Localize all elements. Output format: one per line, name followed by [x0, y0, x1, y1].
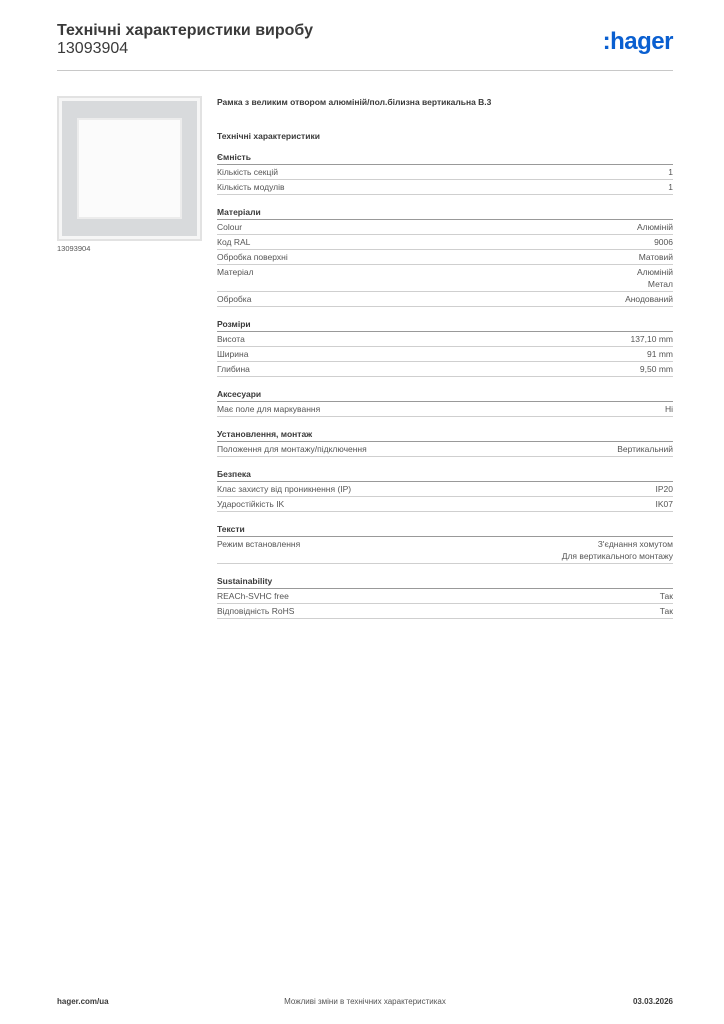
- specs-heading: Технічні характеристики: [217, 131, 320, 141]
- spec-label: Глибина: [217, 364, 250, 374]
- spec-value-line: Алюміній: [637, 222, 673, 232]
- spec-value-line: Так: [659, 606, 673, 616]
- footer-note: Можливі зміни в технічних характеристиках: [284, 997, 446, 1006]
- spec-value: [617, 443, 673, 455]
- spec-section: [217, 524, 673, 564]
- footer-website: hager.com/ua: [57, 997, 109, 1006]
- product-image: [57, 96, 202, 241]
- spec-value-line: 1: [668, 182, 673, 192]
- spec-value-line: 1: [668, 167, 673, 177]
- spec-row: [217, 165, 673, 180]
- hager-logo: :hager: [602, 28, 673, 55]
- spec-row: [217, 482, 673, 497]
- spec-label: REACh-SVHC free: [217, 591, 289, 601]
- spec-label: Код RAL: [217, 237, 251, 247]
- spec-value: [562, 538, 673, 562]
- footer-date: 03.03.2026: [632, 997, 673, 1006]
- spec-row: [217, 332, 673, 347]
- spec-section: [217, 429, 673, 457]
- spec-value-line: Для вертикального монтажу: [561, 551, 673, 561]
- spec-value: [640, 363, 673, 375]
- spec-section: [217, 469, 673, 512]
- spec-value: [647, 348, 673, 360]
- frame-outer: [59, 98, 200, 239]
- spec-row: [217, 265, 673, 292]
- spec-label: Матеріал: [217, 267, 254, 277]
- spec-value-line: Так: [659, 591, 673, 601]
- spec-section: [217, 389, 673, 417]
- spec-value-line: Ні: [664, 404, 673, 414]
- spec-value: [656, 483, 674, 495]
- spec-label: Положення для монтажу/підключення: [217, 444, 367, 454]
- spec-label: Режим встановлення: [217, 539, 301, 549]
- spec-row: [217, 362, 673, 377]
- page-footer: [57, 997, 673, 1011]
- spec-row: [217, 604, 673, 619]
- spec-value-line: З'єднання хомутом: [597, 539, 673, 549]
- spec-row: [217, 589, 673, 604]
- section-title: Тексти: [217, 524, 673, 537]
- spec-value: [668, 166, 673, 178]
- spec-value-line: 137,10 mm: [630, 334, 673, 344]
- spec-row: [217, 402, 673, 417]
- section-title: Безпека: [217, 469, 673, 482]
- spec-value-line: Алюміній: [637, 267, 673, 277]
- header-divider: [57, 70, 673, 71]
- frame-plate: [62, 101, 197, 236]
- section-title: Аксесуари: [217, 389, 673, 402]
- frame-opening: [77, 118, 182, 219]
- product-name: Рамка з великим отвором алюміній/пол.білизна вертикальна В.3: [217, 97, 492, 107]
- spec-row: [217, 250, 673, 265]
- spec-value: [668, 181, 673, 193]
- spec-label: Ударостійкість IK: [217, 499, 285, 509]
- spec-value-line: IP20: [655, 484, 673, 494]
- spec-content: [217, 96, 673, 631]
- spec-label: Кількість секцій: [217, 167, 278, 177]
- spec-row: [217, 180, 673, 195]
- spec-label: Ширина: [217, 349, 249, 359]
- spec-value: [637, 221, 673, 233]
- spec-value: [656, 498, 674, 510]
- spec-label: Кількість модулів: [217, 182, 285, 192]
- spec-label: Colour: [217, 222, 243, 232]
- spec-section: [217, 576, 673, 619]
- spec-row: [217, 235, 673, 250]
- spec-value: [660, 605, 673, 617]
- spec-row: [217, 537, 673, 564]
- image-caption: 13093904: [57, 244, 91, 253]
- spec-value: [665, 403, 673, 415]
- spec-value: [625, 293, 673, 305]
- section-title: Розміри: [217, 319, 673, 332]
- section-title: Матеріали: [217, 207, 673, 220]
- spec-label: Відповідність RoHS: [217, 606, 295, 616]
- spec-value-line: Матовий: [638, 252, 673, 262]
- spec-row: [217, 292, 673, 307]
- spec-label: Обробка: [217, 294, 252, 304]
- spec-sections: [217, 152, 673, 619]
- section-title: Ємність: [217, 152, 673, 165]
- spec-label: Висота: [217, 334, 245, 344]
- spec-value: [639, 251, 673, 263]
- spec-value-line: Метал: [647, 279, 673, 289]
- spec-section: [217, 207, 673, 307]
- spec-row: [217, 442, 673, 457]
- page-title: Технічні характеристики виробу: [57, 22, 313, 39]
- section-title: Sustainability: [217, 576, 673, 589]
- spec-label: Клас захисту від проникнення (IP): [217, 484, 352, 494]
- page-header: [57, 22, 677, 70]
- spec-value-line: Вертикальний: [617, 444, 673, 454]
- spec-value-line: IK07: [655, 499, 673, 509]
- spec-value: [630, 333, 673, 345]
- spec-row: [217, 497, 673, 512]
- spec-value-line: 91 mm: [647, 349, 673, 359]
- spec-value-line: Анодований: [625, 294, 673, 304]
- spec-section: [217, 319, 673, 377]
- spec-label: Обробка поверхні: [217, 252, 288, 262]
- spec-value-line: 9,50 mm: [639, 364, 673, 374]
- product-number: 13093904: [57, 40, 129, 57]
- spec-section: [217, 152, 673, 195]
- spec-value: [660, 590, 673, 602]
- spec-label: Має поле для маркування: [217, 404, 321, 414]
- spec-row: [217, 347, 673, 362]
- spec-row: [217, 220, 673, 235]
- section-title: Установлення, монтаж: [217, 429, 673, 442]
- spec-value-line: 9006: [654, 237, 673, 247]
- spec-value: [654, 236, 673, 248]
- spec-value: [637, 266, 673, 290]
